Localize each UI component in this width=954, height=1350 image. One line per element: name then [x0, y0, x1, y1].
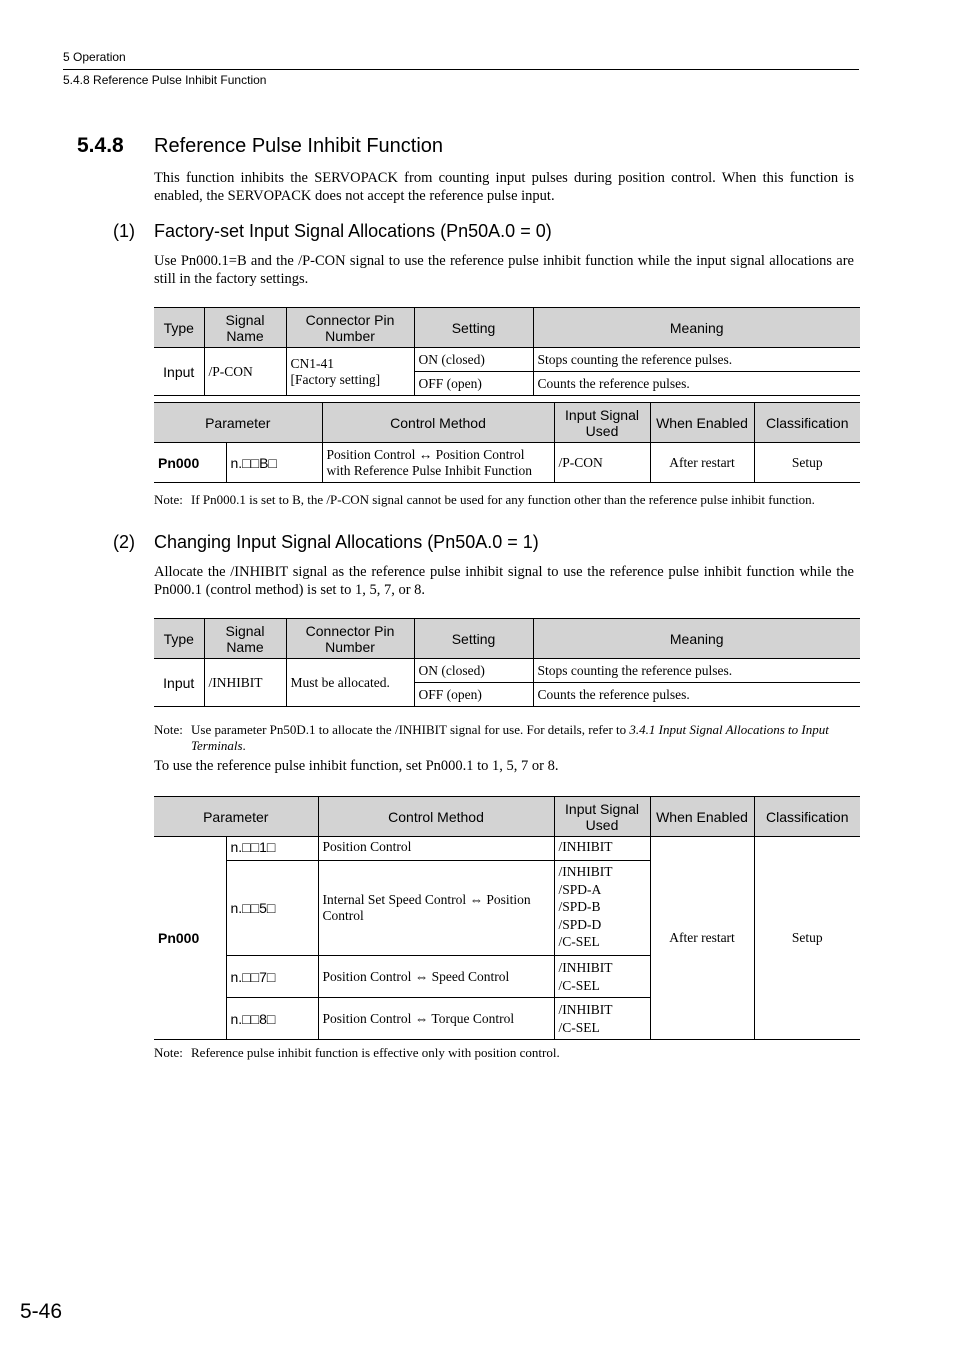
note-text: Use parameter Pn50D.1 to allocate the /INHIBIT signal for use. For details, refer to 3.4.1 Input Signal Allocations to Input Terminals.: [191, 722, 829, 753]
cell-control-method: Internal Set Speed Control ⇔ Position Control: [318, 861, 554, 956]
header-parameter: Parameter: [154, 797, 318, 837]
subsection-2-title: Changing Input Signal Allocations (Pn50A.0 = 1): [154, 532, 539, 552]
cell-parameter-value: n.□□8□: [226, 998, 318, 1040]
note-label: Note:: [154, 1045, 183, 1060]
note-allocation: [154, 722, 860, 754]
header-meaning: Meaning: [533, 619, 860, 659]
cell-input-signal: /INHIBIT: [554, 837, 650, 861]
header-classification: Classification: [754, 797, 860, 837]
running-header-section: 5.4.8 Reference Pulse Inhibit Function: [63, 73, 267, 87]
cell-meaning-off: Counts the reference pulses.: [533, 683, 860, 707]
instruction-text: To use the reference pulse inhibit function, set Pn000.1 to 1, 5, 7 or 8.: [154, 758, 559, 774]
cell-when-enabled: After restart: [650, 443, 754, 483]
header-setting: Setting: [414, 619, 533, 659]
subsection-2-number: (2): [113, 532, 135, 552]
cell-control-method: Position Control: [318, 837, 554, 861]
header-when-enabled: When Enabled: [650, 797, 754, 837]
header-rule: [63, 69, 859, 70]
pin-line-1: CN1-41: [290, 355, 334, 371]
header-control-method: Control Method: [322, 403, 554, 443]
cell-setting-on: ON (closed): [414, 659, 533, 683]
cell-setting-off: OFF (open): [414, 372, 533, 396]
cell-control-method: Position Control ⇔ Speed Control: [318, 956, 554, 998]
cell-type: Input: [154, 348, 204, 396]
note-label: Note:: [154, 492, 183, 507]
note-text: Reference pulse inhibit function is effective only with position control.: [191, 1045, 560, 1060]
cell-when-enabled: After restart: [650, 837, 754, 1040]
cell-meaning-off: Counts the reference pulses.: [533, 372, 860, 396]
section-title: Reference Pulse Inhibit Function: [154, 135, 444, 157]
subsection-1-paragraph: Use Pn000.1=B and the /P-CON signal to use the reference pulse inhibit function while the input signal allocations are still in the factory settings.: [154, 253, 854, 287]
cell-parameter-name: Pn000: [154, 837, 226, 1040]
signal-table-factory: [154, 307, 860, 396]
cell-setting-off: OFF (open): [414, 683, 533, 707]
header-when-enabled: When Enabled: [650, 403, 754, 443]
cell-parameter-name: Pn000: [154, 443, 226, 483]
cell-parameter-value: n.□□1□: [226, 837, 318, 861]
subsection-1-number: (1): [113, 221, 135, 241]
cell-connector-pin: [286, 348, 414, 396]
header-signal-name: Signal Name: [204, 308, 286, 348]
running-header-chapter: 5 Operation: [63, 50, 126, 64]
cell-input-signal: /INHIBIT /C-SEL: [554, 956, 650, 998]
header-meaning: Meaning: [533, 308, 860, 348]
pin-line-2: [Factory setting]: [290, 371, 381, 387]
header-control-method: Control Method: [318, 797, 554, 837]
header-classification: Classification: [754, 403, 860, 443]
subsection-2-paragraph: Allocate the /INHIBIT signal as the reference pulse inhibit signal to use the reference pulse inhibit function while the Pn000.1 (control method) is set to 1, 5, 7, or 8.: [154, 564, 854, 598]
cell-input-signal: /INHIBIT /SPD-A /SPD-B /SPD-D /C-SEL: [554, 861, 650, 956]
cell-classification: Setup: [754, 837, 860, 1040]
header-connector-pin: Connector Pin Number: [286, 619, 414, 659]
parameter-table-factory: [154, 402, 860, 483]
subsection-1-title: Factory-set Input Signal Allocations (Pn50A.0 = 0): [154, 221, 552, 241]
cell-meaning-on: Stops counting the reference pulses.: [533, 659, 860, 683]
header-input-signal: Input Signal Used: [554, 403, 650, 443]
note-label: Note:: [154, 722, 183, 737]
header-signal-name: Signal Name: [204, 619, 286, 659]
note-reference-link[interactable]: 3.4.1 Input Signal Allocations to Input Terminals: [191, 722, 829, 753]
section-intro: This function inhibits the SERVOPACK from counting input pulses during position control. When this function is enabled, the SERVOPACK does not accept the reference pulse input.: [154, 170, 854, 204]
cell-classification: Setup: [754, 443, 860, 483]
header-parameter: Parameter: [154, 403, 322, 443]
header-type: Type: [154, 308, 204, 348]
note-position-control: [154, 1045, 860, 1061]
cell-input-signal: /INHIBIT /C-SEL: [554, 998, 650, 1040]
cell-type: Input: [154, 659, 204, 707]
header-input-signal: Input Signal Used: [554, 797, 650, 837]
note-factory: [154, 492, 860, 508]
cell-connector-pin: Must be allocated.: [286, 659, 414, 707]
cell-control-method: Position Control ⇔ Torque Control: [318, 998, 554, 1040]
header-type: Type: [154, 619, 204, 659]
note-text: If Pn000.1 is set to B, the /P-CON signal cannot be used for any function other than the reference pulse inhibit function.: [191, 492, 815, 507]
cell-control-method: Position Control ↔ Position Control with Reference Pulse Inhibit Function: [322, 443, 554, 483]
cell-signal: /INHIBIT: [204, 659, 286, 707]
cell-parameter-value: n.□□7□: [226, 956, 318, 998]
header-setting: Setting: [414, 308, 533, 348]
page-number: 5-46: [20, 1300, 63, 1323]
section-number: 5.4.8: [77, 134, 124, 157]
cell-meaning-on: Stops counting the reference pulses.: [533, 348, 860, 372]
parameter-table-changed: [154, 796, 860, 1040]
cell-parameter-value: n.□□5□: [226, 861, 318, 956]
cell-input-signal: /P-CON: [554, 443, 650, 483]
cell-setting-on: ON (closed): [414, 348, 533, 372]
cell-parameter-value: n.□□B□: [226, 443, 322, 483]
header-connector-pin: Connector Pin Number: [286, 308, 414, 348]
signal-table-changed: [154, 618, 860, 707]
cell-signal: /P-CON: [204, 348, 286, 396]
